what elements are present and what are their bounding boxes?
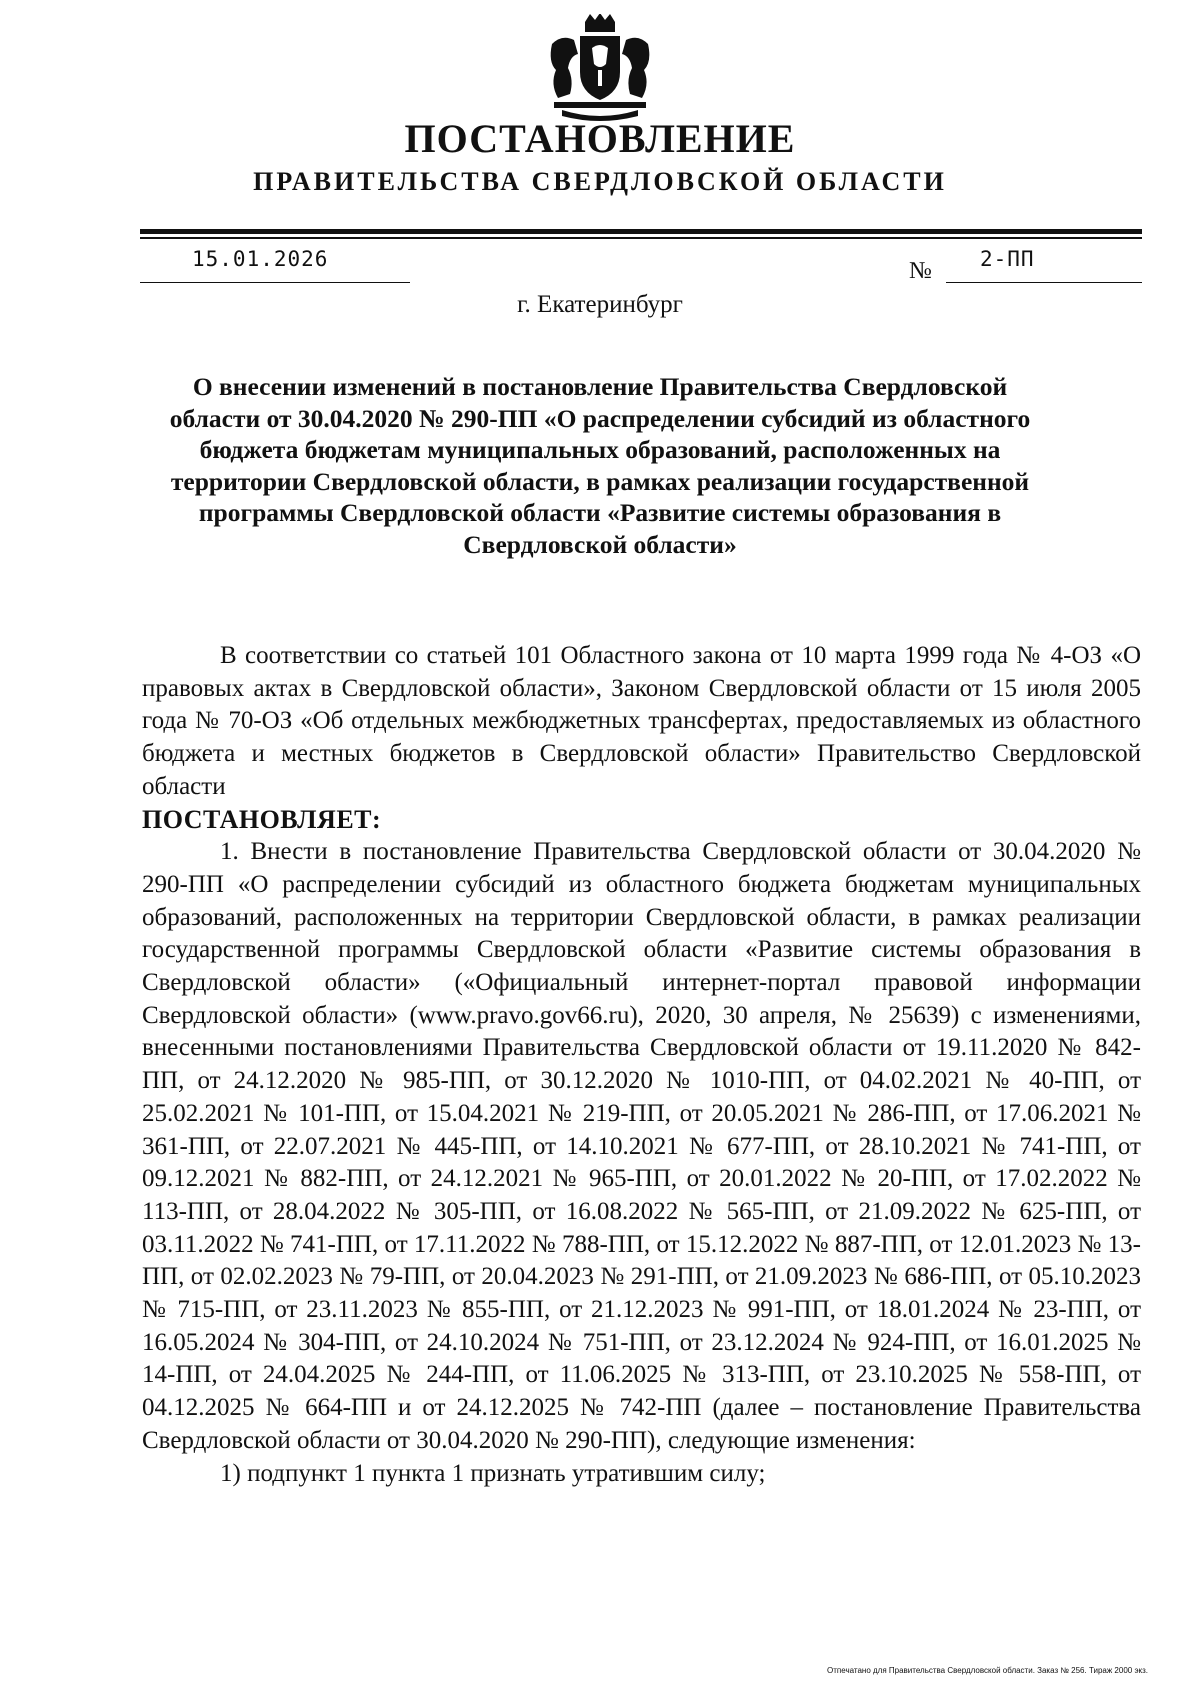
document-date: 15.01.2026 [192,247,329,271]
document-type-title: ПОСТАНОВЛЕНИЕ [404,116,796,161]
number-sign: № [909,258,932,284]
preamble-paragraph: В соответствии со статьей 101 Областного закона от 10 марта 1999 года № 4-ОЗ «О правовых актах в Свердловской области», Законом Свердловской области от 15 июля 2005 года № 70-ОЗ «Об отдельных межбюджетных трансфертах, предоставляемых из областного бюджета и местных бюджетов в Свердловской области» Правительство Свердловской области [142,642,1141,800]
document-number: 2-ПП [980,247,1035,271]
number-underline [946,282,1142,283]
decree-word: ПОСТАНОВЛЯЕТ: [142,804,382,834]
city-line: г. Екатеринбург [517,291,683,318]
header-divider-thick [140,229,1142,234]
print-footer: Отпечатано для Правительства Свердловской области. Заказ № 256. Тираж 2000 экз. [827,1666,1148,1675]
date-underline [140,282,410,283]
document-body [142,640,1141,1490]
header-divider-thin [140,237,1142,239]
coat-of-arms-icon [540,14,660,124]
document-heading: О внесении изменений в постановление Правительства Свердловской области от 30.04.2020 № 290-ПП «О распределении субсидий из областного бюджета бюджетам муниципальных образований, расположенных на территории Свердловской области, в рамках реализации государственной программы Свердловской области «Развитие системы образования в Свердловской области» [169,372,1031,559]
issuer-subtitle: ПРАВИТЕЛЬСТВА СВЕРДЛОВСКОЙ ОБЛАСТИ [253,167,947,196]
subitem-1-paragraph: 1) подпункт 1 пункта 1 признать утратившим силу; [220,1459,766,1487]
item-1-paragraph: 1. Внести в постановление Правительства Свердловской области от 30.04.2020 № 290-ПП «О распределении субсидий из областного бюджета бюджетам муниципальных образований, расположенных на территории Свердловской области, в рамках реализации государственной программы Свердловской области «Развитие системы образования в Свердловской области» («Официальный интернет-портал правовой информации Свердловской области» (www.pravo.gov66.ru), 2020, 30 апреля, № 25639) с изменениями, внесенными постановлениями Правительства Свердловской области от 19.11.2020 № 842-ПП, от 24.12.2020 № 985-ПП, от 30.12.2020 № 1010-ПП, от 04.02.2021 № 40-ПП, от 25.02.2021 № 101-ПП, от 15.04.2021 № 219-ПП, от 20.05.2021 № 286-ПП, от 17.06.2021 № 361-ПП, от 22.07.2021 № 445-ПП, от 14.10.2021 № 677-ПП, от 28.10.2021 № 741-ПП, от 09.12.2021 № 882-ПП, от 24.12.2021 № 965-ПП, от 20.01.2022 № 20-ПП, от 17.02.2022 № 113-ПП, от 28.04.2022 № 305-ПП, от 16.08.2022 № 565-ПП, от 21.09.2022 № 625-ПП, от 03.11.2022 № 741-ПП, от 17.11.2022 № 788-ПП, от 15.12.2022 № 887-ПП, от 12.01.2023 № 13-ПП, от 02.02.2023 № 79-ПП, от 20.04.2023 № 291-ПП, от 21.09.2023 № 686-ПП, от 05.10.2023 № 715-ПП, от 23.11.2023 № 855-ПП, от 21.12.2023 № 991-ПП, от 18.01.2024 № 23-ПП, от 16.05.2024 № 304-ПП, от 24.10.2024 № 751-ПП, от 23.12.2024 № 924-ПП, от 16.01.2025 № 14-ПП, от 24.04.2025 № 244-ПП, от 11.06.2025 № 313-ПП, от 23.10.2025 № 558-ПП, от 04.12.2025 № 664-ПП и от 24.12.2025 № 742-ПП (далее – постановление Правительства Свердловской области от 30.04.2020 № 290-ПП), следующие изменения: [142,838,1141,1454]
